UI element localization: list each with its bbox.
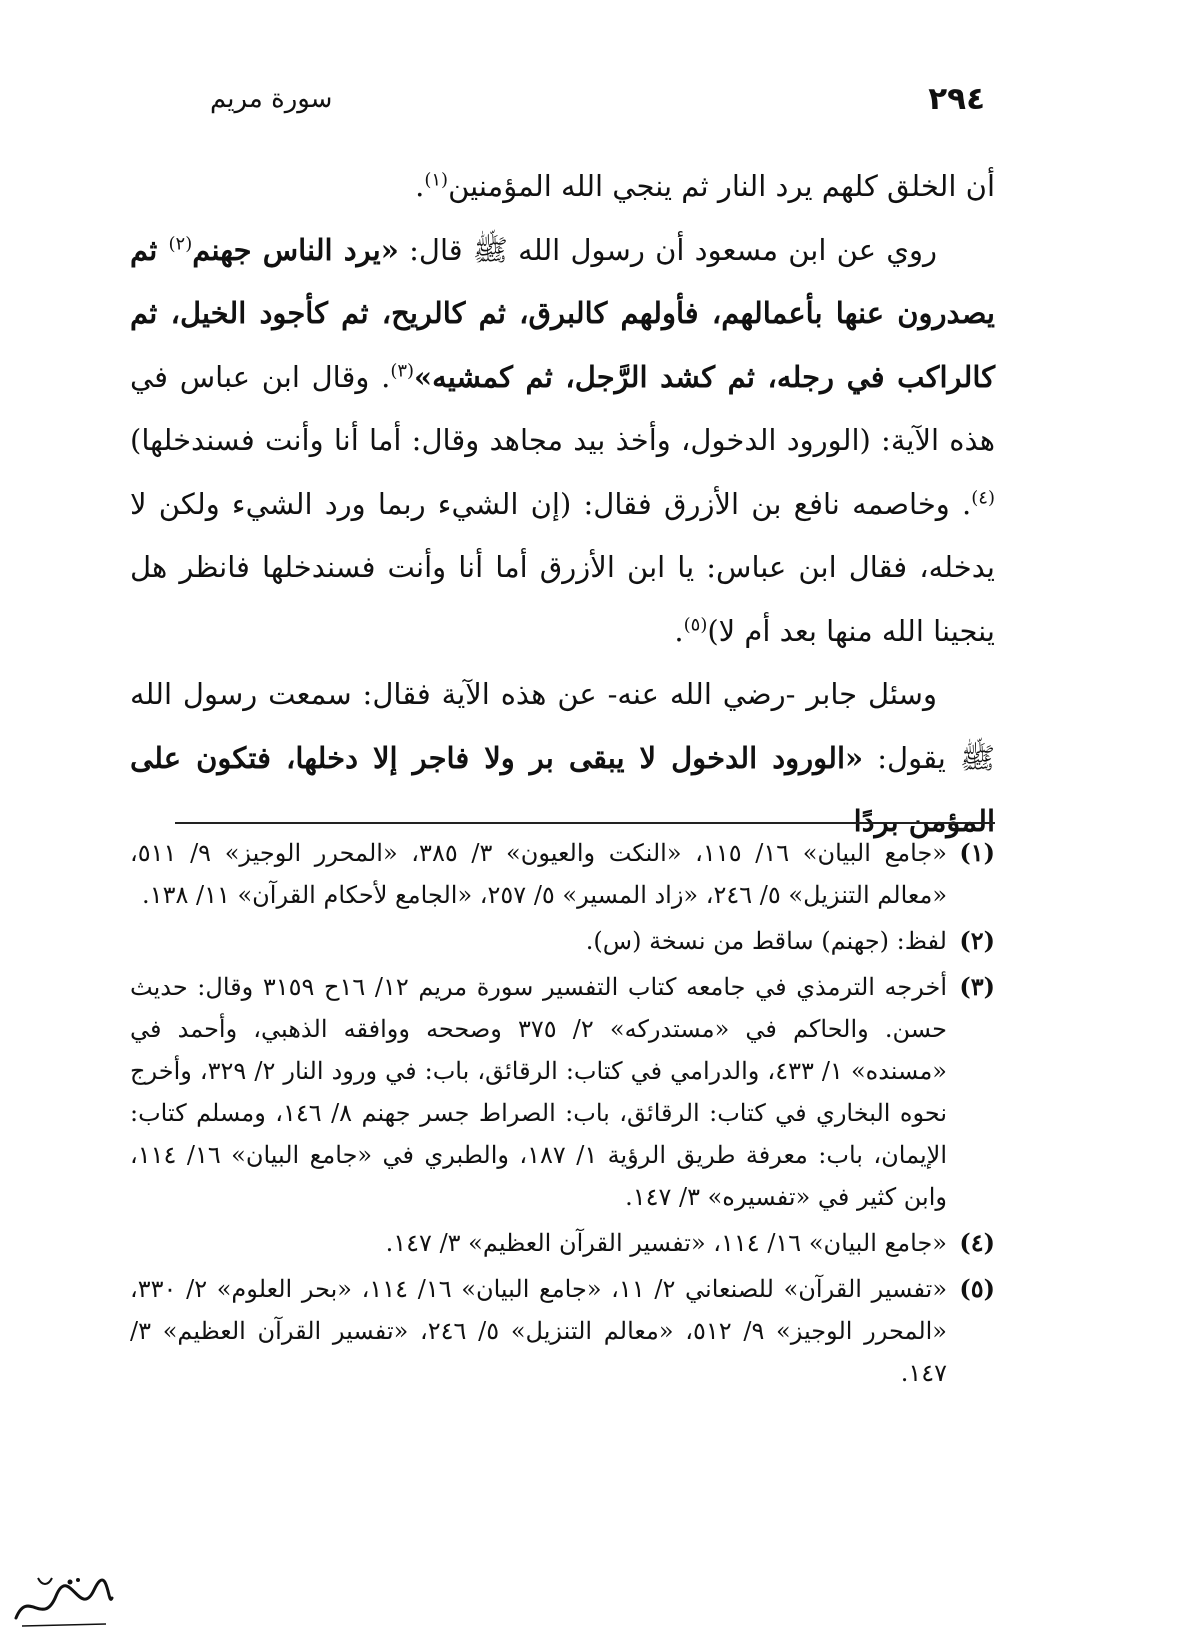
- hadith-text-1-cont: ثم يصدرون عنها بأعمالهم، فأولهم كالبرق، ثم كالريح، ثم كأجود الخيل، ثم كالراكب في رجله، ثم كشد الرَّجل، ثم كمشيه»: [130, 232, 995, 394]
- footnote-2: [130, 920, 995, 962]
- hadith-text-2: «الورود الدخول لا يبقى بر ولا فاجر إلا دخلها، فتكون على المؤمن بردًا: [130, 740, 995, 838]
- footnote-ref-5[interactable]: (٥): [683, 613, 708, 635]
- footnote-number: (٣): [959, 972, 995, 1001]
- footnote-text: «جامع البيان» ١٦/ ١١٤، «تفسير القرآن العظيم» ٣/ ١٤٧.: [385, 1229, 947, 1257]
- footnote-3: [130, 966, 995, 1218]
- footnote-ref-3[interactable]: (٣): [390, 359, 415, 381]
- running-title: سورة مريم: [210, 84, 333, 114]
- paragraph-1: أن الخلق كلهم يرد النار ثم ينجي الله المؤمنين$^{(١)}$.: [415, 169, 995, 203]
- footnote-text: «جامع البيان» ١٦/ ١١٥، «النكت والعيون» ٣/ ٣٨٥، «المحرر الوجيز» ٩/ ٥١١، «معالم التنزيل» ٥/ ٢٤٦، «زاد المسير» ٥/ ٢٥٧، «الجامع لأحكام القرآن» ١١/ ١٣٨.: [130, 839, 947, 909]
- footnotes: [130, 832, 995, 1398]
- footnote-number: (٥): [959, 1274, 995, 1303]
- footnote-1: [130, 832, 995, 916]
- main-text: [130, 155, 995, 854]
- footnote-number: (٤): [959, 1228, 995, 1257]
- footnote-4: [130, 1222, 995, 1264]
- footnote-number: (١): [959, 838, 995, 867]
- footnote-5: [130, 1268, 995, 1394]
- footnote-number: (٢): [959, 926, 995, 955]
- publisher-logo: [8, 1568, 118, 1638]
- footnote-text: «تفسير القرآن» للصنعاني ٢/ ١١، «جامع البيان» ١٦/ ١١٤، «بحر العلوم» ٢/ ٣٣٠، «المحرر الوجيز» ٩/ ٥١٢، «معالم التنزيل» ٥/ ٢٤٦، «تفسير القرآن العظيم» ٣/ ١٤٧.: [130, 1275, 947, 1387]
- footnote-ref-4[interactable]: (٤): [971, 486, 995, 508]
- hadith-text-1: «يرد الناس جهنم: [192, 232, 399, 267]
- page-number: ٢٩٤: [928, 81, 985, 117]
- footnote-separator: [175, 822, 995, 824]
- paragraph-2: روي عن ابن مسعود أن رسول الله ﷺ قال: «يرد الناس جهنم$^{(٢)}$ ثم يصدرون عنها بأعمالهم، فأولهم كالبرق، ثم كالريح، ثم كأجود الخيل، ثم كالراكب في رجله، ثم كشد الرَّجل، ثم كمشيه»$^{(٣)}$. وقال ابن عباس في هذه الآية: (الورود الدخول، وأخذ بيد مجاهد وقال: أما أنا وأنت فسندخلها)$^{(٤)}$. وخاصمه نافع بن الأزرق فقال: (إن الشيء ربما ورد الشيء ولكن لا يدخله، فقال ابن عباس: يا ابن الأزرق أما أنا وأنت فسندخلها فانظر هل ينجينا الله منها بعد أم لا)$^{(٥)}$.: [130, 232, 995, 648]
- footnote-text: أخرجه الترمذي في جامعه كتاب التفسير سورة مريم ١٢/ ١٦ح ٣١٥٩ وقال: حديث حسن. والحاكم في «مستدركه» ٢/ ٣٧٥ وصححه ووافقه الذهبي، وأحمد في «مسنده» ١/ ٤٣٣، والدرامي في كتاب: الرقائق، باب: في ورود النار ٢/ ٣٢٩، وأخرج نحوه البخاري في كتاب: الرقائق، باب: الصراط جسر جهنم ٨/ ١٤٦، ومسلم كتاب: الإيمان، باب: معرفة طريق الرؤية ١/ ١٨٧، والطبري في «جامع البيان» ١٦/ ١١٤، وابن كثير في «تفسيره» ٣/ ١٤٧.: [130, 973, 948, 1211]
- footnote-ref-1[interactable]: (١): [424, 169, 449, 191]
- paragraph-3: وسئل جابر -رضي الله عنه- عن هذه الآية فقال: سمعت رسول الله ﷺ يقول: «الورود الدخول لا يبقى بر ولا فاجر إلا دخلها، فتكون على المؤمن بردًا: [130, 677, 995, 838]
- page-header: [210, 74, 985, 124]
- footnote-text: لفظ: (جهنم) ساقط من نسخة (س).: [585, 927, 947, 955]
- footnote-ref-2[interactable]: (٢): [168, 232, 193, 254]
